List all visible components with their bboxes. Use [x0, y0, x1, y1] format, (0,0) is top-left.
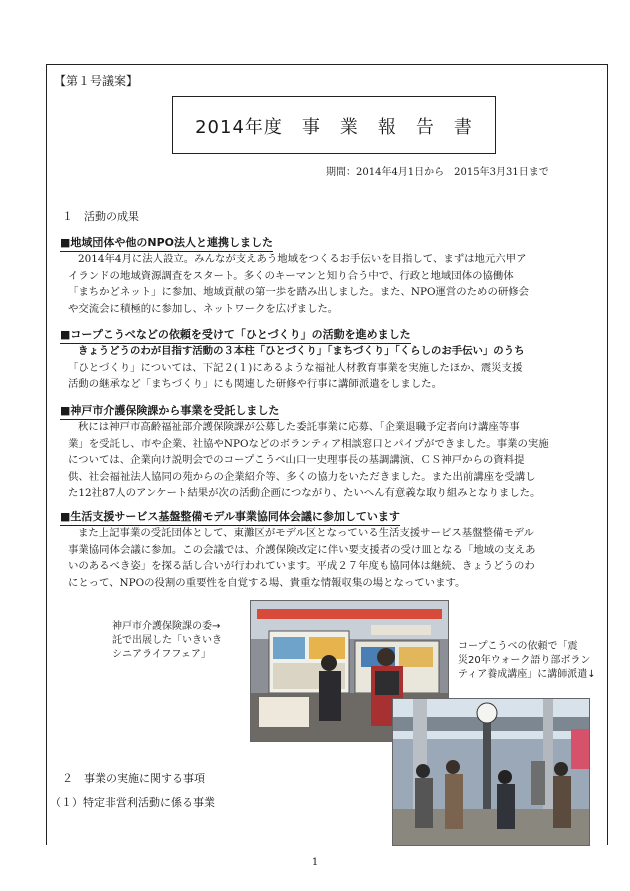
- caption-line: シニアライフフェア」: [112, 649, 211, 660]
- caption-line: 災20年ウォーク語り部ボランティア養成講座」に講師派遣↓: [458, 655, 596, 680]
- item1-title: ■地域団体や他のNPO法人と連携しました: [60, 234, 273, 252]
- item3-title: ■神戸市介護保険課から事業を受託しました: [60, 402, 279, 420]
- item4-line: にとって、NPOの役割の重要性を自覚する場、貴重な情報収集の場となっています。: [68, 576, 466, 589]
- item2-line: きょうどうのわが目指す活動の３本柱「ひとづくり」「まちづくり」「くらしのお手伝い」のうち: [78, 345, 525, 357]
- title-box: [172, 96, 496, 154]
- item4-line: 事業協同体会議に参加。この会議では、介護保険改定に伴い要支援者の受け皿となる「地域の支えあ: [68, 543, 536, 556]
- item2-title: ■コープこうべなどの依頼を受けて「ひとづくり」の活動を進めました: [60, 326, 411, 344]
- photo-right-caption: [458, 640, 598, 682]
- walking-tour-photo: [392, 698, 590, 846]
- item2-line: 活動の継承など「まちづくり」にも関連した研修や行事に講師派遣をしました。: [68, 378, 442, 391]
- item4-paragraph: [68, 525, 568, 591]
- item3-line: については、企業向け説明会でのコープこうべ山口一史理事長の基調講演、ＣＳ神戸からの資料提: [68, 454, 525, 467]
- item1-line: 2014年4月に法人設立。みんなが支えあう地域をつくるお手伝いを目指して、まずは地元六甲ア: [78, 253, 527, 265]
- caption-line: 神戸市介護保険課の委→: [112, 621, 221, 632]
- item1-line: 「まちかどネット」に参加、地域貢献の第一歩を踏み出しました。また、NPO運営のための研修会: [68, 286, 530, 299]
- caption-line: コープこうべの依頼で「震: [458, 641, 578, 652]
- item2-line: 「ひとづくり」については、下記２(１)にあるような福祉人材教育事業を実施したほか、震災支援: [68, 361, 523, 374]
- item3-line: 秋には神戸市高齢福祉部介護保険課が公募した委託事業に応募、「企業退職予定者向け講座等事: [78, 421, 520, 433]
- item3-line: 供、社会福祉法人協同の苑からの企業紹介等、多くの協力をいただきました。また出前講座を受講し: [68, 470, 536, 483]
- item3-paragraph: [68, 419, 568, 502]
- page-number: 1: [311, 857, 319, 868]
- item4-title: ■生活支援サービス基盤整備モデル事業協同体会議に参加しています: [60, 508, 400, 526]
- section2-sub-heading: （１）特定非営利活動に係る事業: [50, 796, 215, 809]
- item1-line: や交流会に積極的に参加し、ネットワークを広げました。: [68, 302, 339, 315]
- item4-line: また上記事業の受託団体として、東灘区がモデル区となっている生活支援サービス基盤整備モデル: [78, 527, 534, 539]
- item4-line: いのあるべき姿」を探る話し合いが行われています。平成２７年度も協同体は継続、きょうどうのわ: [68, 560, 535, 573]
- photo-left-caption: [112, 620, 222, 662]
- period-text: 期間：2014年4月1日から 2015年3月31日まで: [326, 167, 549, 178]
- item1-line: イランドの地域資源調査をスタート。多くのキーマンと知り合う中で、行政と地域団体の協働体: [68, 269, 514, 282]
- section1-heading: １ 活動の成果: [62, 210, 139, 223]
- item1-paragraph: [68, 251, 568, 317]
- document-title: 2014年度 事 業 報 告 書: [195, 117, 473, 138]
- item3-line: 業」を受託し、市や企業、社協やNPOなどのボランティア相談窓口とパイプができました。事業の実施: [68, 437, 549, 450]
- item2-paragraph: [68, 343, 568, 393]
- section2-heading: ２ 事業の実施に関する事項: [62, 772, 205, 785]
- caption-line: 託で出展した「いきいき: [112, 635, 222, 646]
- agenda-label: 【第１号議案】: [54, 74, 139, 88]
- walking-tour-image: [393, 699, 589, 845]
- item3-line: た12社87人のアンケート結果が次の活動企画につながり、たいへん有意義な取り組みとなりました。: [68, 487, 541, 500]
